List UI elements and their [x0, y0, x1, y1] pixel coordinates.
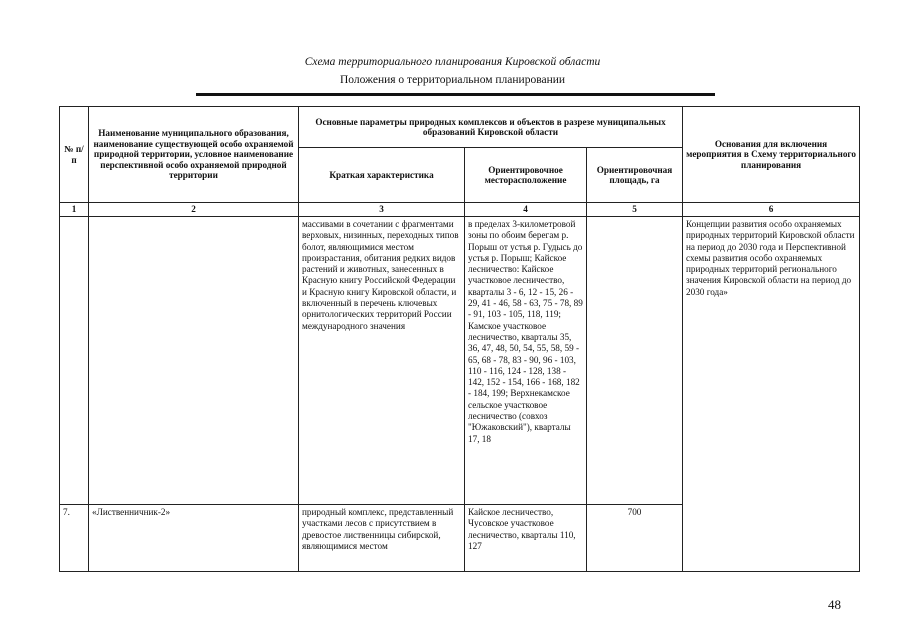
- header-desc: Краткая характеристика: [299, 148, 465, 203]
- row-area: 700: [587, 505, 683, 572]
- column-number: 6: [683, 203, 860, 217]
- row-location: Кайское лесничество, Чусовское участковое лесничество, кварталы 110, 127: [465, 505, 587, 572]
- header-params: Основные параметры природных комплексов и объектов в разрезе муниципальных образований Кировской области: [299, 107, 683, 148]
- row-basis: Концепции развития особо охраняемых природных территорий Кировской области на период до 2030 года и Перспективной схемы развития особо охраняемых природных территорий регионального значения Кировской области на период до 2030 года»: [683, 217, 860, 572]
- header-basis: Основания для включения мероприятия в Схему территориального планирования: [683, 107, 860, 203]
- row-desc: природный комплекс, представленный участками лесов с присутствием в древостое лиственницы сибирской, являющимися местом: [299, 505, 465, 572]
- column-number: 2: [89, 203, 299, 217]
- header-loc: Ориентировочное месторасположение: [465, 148, 587, 203]
- row-num: 7.: [60, 505, 89, 572]
- table-header-row: [60, 107, 860, 148]
- row-desc: массивами в сочетании с фрагментами верховых, низинных, переходных типов болот, являющимися местом произрастания, обитания редких видов растений и животных, занесенных в Красную книгу Российской Федерации и Красную книгу Кировской области, и включенный в перечень ключевых орнитологических территорий России международного значения: [299, 217, 465, 505]
- header-name: Наименование муниципального образования, наименование существующей особо охраняемой природной территории, условное наименование перспективной особо охраняемой природной территории: [89, 107, 299, 203]
- column-number-row: [60, 203, 860, 217]
- row-name: [89, 217, 299, 505]
- table-row: [60, 217, 860, 505]
- header-num: № п/п: [60, 107, 89, 203]
- column-number: 4: [465, 203, 587, 217]
- row-location: в пределах 3-километровой зоны по обоим берегам р. Порыш от устья р. Гудысь до устья р. Порыш; Кайское лесничество: Кайское участковое лесничество, кварталы 3 - 6, 12 - 15, 26 - 29, 41 - 46, 58 - 63, 75 - 78, 89 - 91, 103 - 105, 118, 119; Камское участковое лесничество, кварталы 35, 36, 47, 48, 50, 54, 55, 58, 59 - 65, 68 - 78, 83 - 90, 96 - 103, 110 - 116, 124 - 128, 138 - 142, 152 - 154, 166 - 168, 182 - 184, 199; Верхнекамское сельское участковое лесничество (совхоз "Южаковский"), кварталы 17, 18: [465, 217, 587, 505]
- protected-areas-table: [59, 106, 860, 572]
- column-number: 1: [60, 203, 89, 217]
- row-name: «Лиственничник-2»: [89, 505, 299, 572]
- column-number: 3: [299, 203, 465, 217]
- row-num: [60, 217, 89, 505]
- document-subtitle: Положения о территориальном планировании: [339, 74, 566, 86]
- page-number: 48: [828, 597, 841, 612]
- header-rule: [196, 93, 715, 96]
- header-area: Ориентировочная площадь, га: [587, 148, 683, 203]
- column-number: 5: [587, 203, 683, 217]
- row-area: [587, 217, 683, 505]
- document-title: Схема территориального планирования Кировской области: [304, 56, 601, 68]
